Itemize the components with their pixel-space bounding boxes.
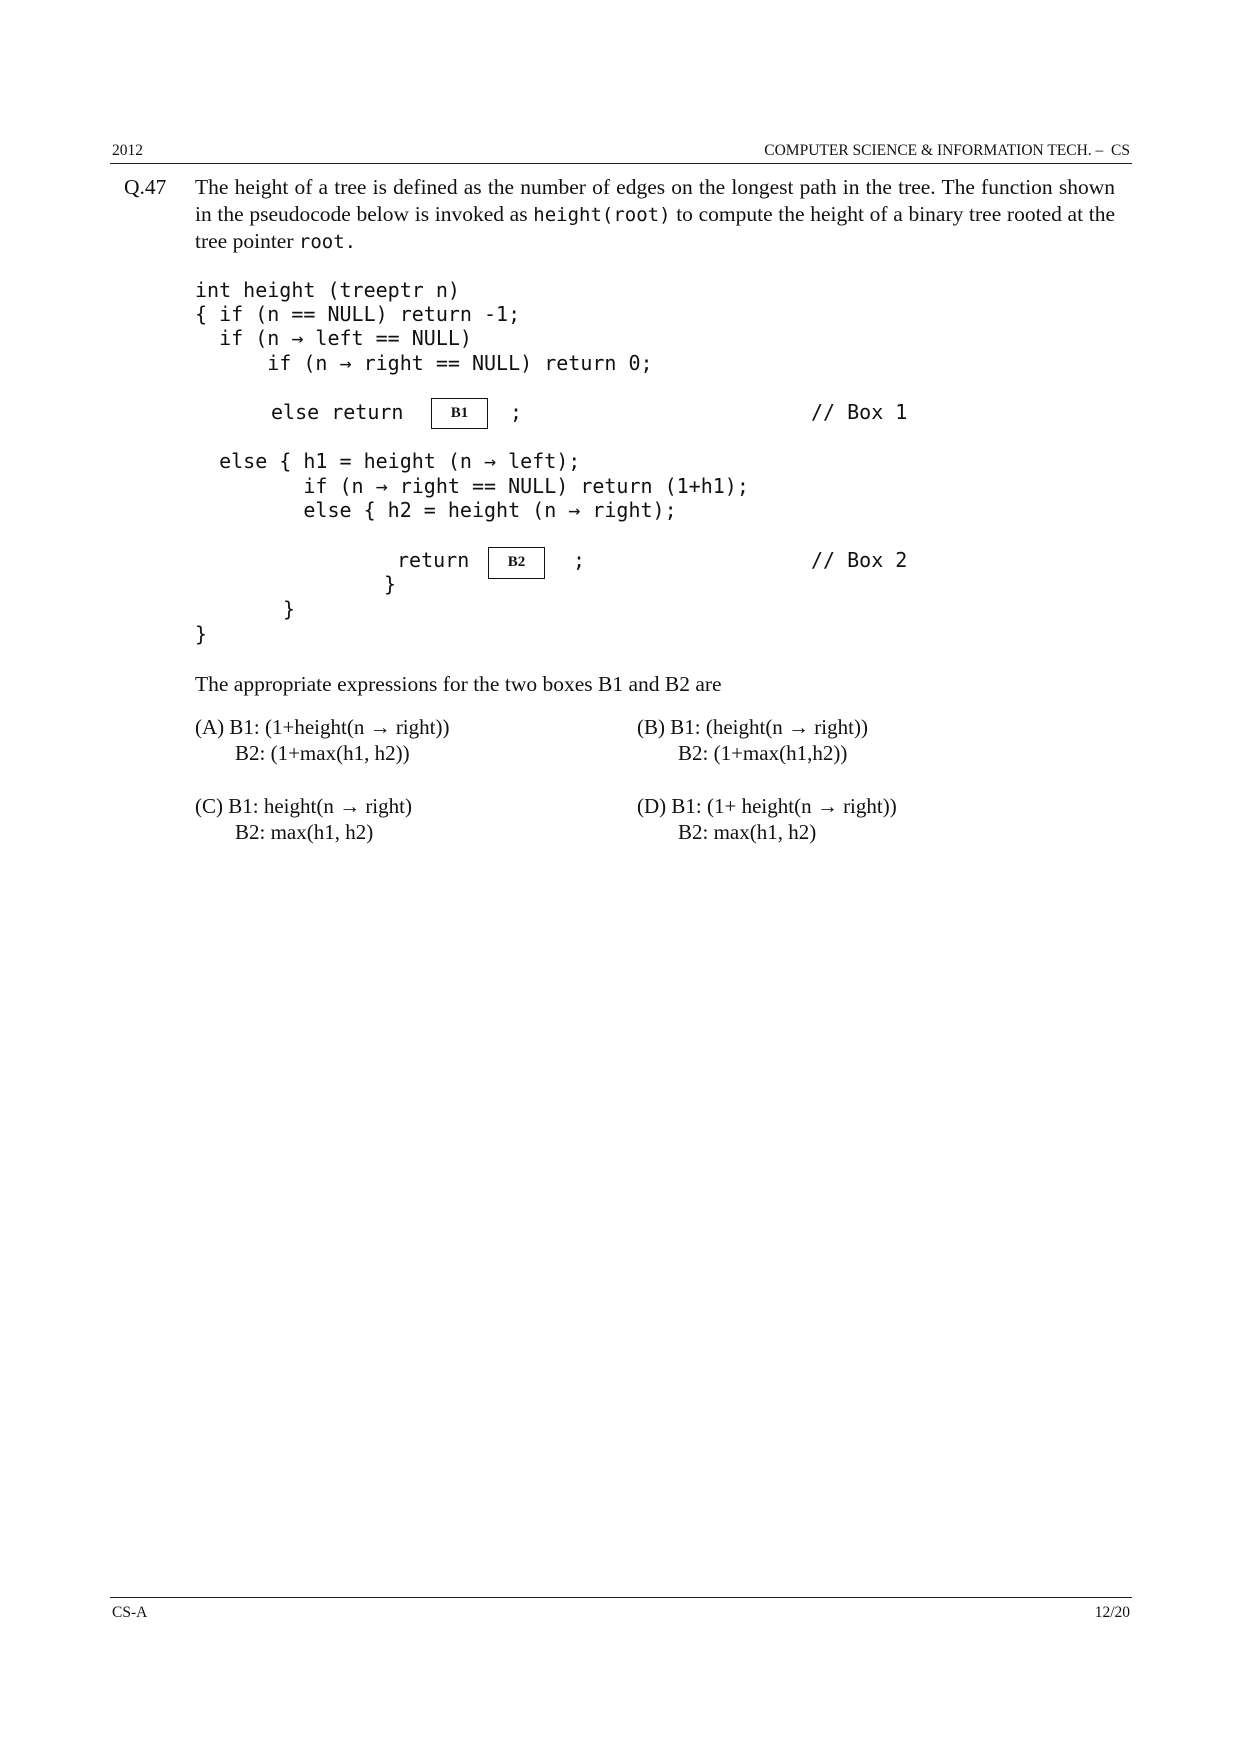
code-line-5-semicolon: ;	[510, 400, 523, 424]
code-comment-box-2: // Box 2	[811, 548, 908, 572]
option-c-line-2: B2: max(h1, h2)	[235, 820, 374, 844]
code-comment-box-1: // Box 1	[811, 400, 908, 424]
code-line-4: if (n → right == NULL) return 0;	[195, 351, 653, 375]
code-line-2: { if (n == NULL) return -1;	[195, 302, 521, 326]
code-line-1: int height (treeptr n)	[195, 278, 460, 302]
option-b-line-1: (B) B1: (height(n → right))	[637, 715, 868, 739]
question-stem	[195, 174, 1115, 256]
header-rule	[110, 163, 1132, 164]
stem-text-2: to compute the height of a binary tree rooted at the tree pointer	[195, 201, 1115, 253]
option-a-line-1: (A) B1: (1+height(n → right))	[195, 715, 450, 739]
option-c-line-1: (C) B1: height(n → right)	[195, 794, 412, 818]
code-line-11-brace: }	[283, 597, 296, 621]
question-number: Q.47	[124, 175, 167, 199]
code-line-9-semicolon: ;	[573, 548, 586, 572]
option-d-line-2: B2: max(h1, h2)	[678, 820, 817, 844]
footer-code: CS-A	[112, 1604, 148, 1621]
header-year: 2012	[112, 142, 143, 159]
code-line-7: if (n → right == NULL) return (1+h1);	[195, 474, 749, 498]
options-prompt: The appropriate expressions for the two boxes B1 and B2 are	[195, 672, 722, 696]
option-b-line-2: B2: (1+max(h1,h2))	[678, 741, 848, 765]
header-subject: COMPUTER SCIENCE & INFORMATION TECH. – CS	[764, 142, 1130, 159]
code-line-8: else { h2 = height (n → right);	[195, 498, 677, 522]
option-d-line-1: (D) B1: (1+ height(n → right))	[637, 794, 897, 818]
stem-code-2: root.	[298, 231, 357, 253]
box-b1: B1	[431, 398, 488, 429]
option-a-line-2: B2: (1+max(h1, h2))	[235, 741, 410, 765]
stem-text-1: The height of a tree is defined as the number of edges on the longest path in the tree. The function shown in the pseudocode below is invoked as	[195, 175, 1115, 226]
code-line-3: if (n → left == NULL)	[195, 326, 472, 350]
box-b2: B2	[488, 547, 545, 579]
code-line-5-else-return: else return	[271, 400, 404, 424]
footer-rule	[110, 1597, 1132, 1598]
code-line-12-brace: }	[195, 622, 208, 646]
stem-code-1: height(root)	[533, 203, 671, 226]
code-line-9-return: return	[397, 548, 470, 572]
code-line-10-brace: }	[384, 572, 397, 596]
footer-page-number: 12/20	[1094, 1604, 1130, 1621]
code-line-6: else { h1 = height (n → left);	[195, 449, 581, 473]
